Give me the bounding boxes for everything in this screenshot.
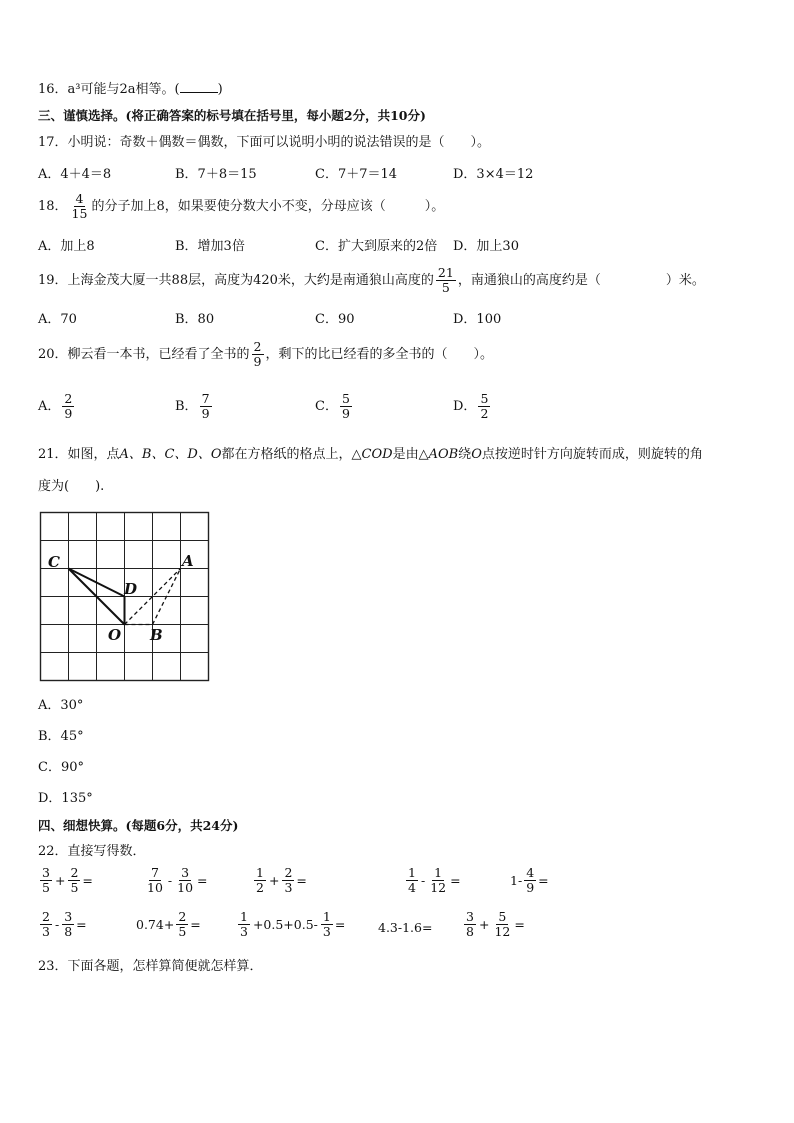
calc-item: $\frac{3}{5}$ + $\frac{2}{5}$ =: [42, 865, 93, 895]
q20-prefix: 20．柳云看一本书，已经看了全书的: [38, 346, 250, 362]
fraction: $\frac{2}{5}$: [70, 865, 79, 895]
label-d: D: [124, 580, 138, 598]
equals-sign: =: [421, 920, 433, 935]
equals-sign: =: [450, 873, 461, 888]
fraction: $\frac{1}{12}$: [430, 865, 447, 895]
q20-suffix: ，剩下的比已经看的多全书的（ ）。: [265, 346, 494, 362]
q18-option-a: A．加上8: [38, 239, 95, 254]
calc-item: $\frac{1}{3}$ +0.5+0.5- $\frac{1}{3}$ =: [240, 909, 346, 939]
question-16-text: 16．a³可能与2a相等。(: [38, 82, 180, 97]
q21-triangle-aob: AOB: [428, 447, 459, 462]
q19-option-a: A．70: [38, 312, 77, 327]
question-23-stem: 23．下面各题，怎样算简便就怎样算．: [38, 959, 263, 974]
q19-suffix: ，南通狼山的高度约是（ ）米。: [457, 272, 705, 288]
q21-option-d: D．135°: [38, 791, 93, 806]
section-4-title: 四、细想快算。(每题6分，共24分): [38, 818, 239, 833]
q21-triangle-cod: COD: [361, 447, 393, 462]
q18-option-d: D．加上30: [453, 239, 519, 254]
q21-option-a: A．30°: [38, 698, 84, 713]
q20-option-c: [315, 392, 354, 421]
q20-option-a-frac: [62, 392, 74, 421]
fraction: $\frac{1}{2}$: [256, 865, 264, 895]
equals-sign: =: [76, 917, 87, 932]
fraction: $\frac{7}{10}$: [147, 865, 163, 895]
question-18-stem: [38, 192, 444, 221]
equals-sign: =: [538, 873, 549, 888]
frac-den: 9: [64, 406, 73, 421]
fraction: $\frac{3}{8}$: [64, 909, 73, 939]
calc-item: 1- $\frac{4}{9}$ =: [510, 865, 549, 895]
q18-prefix: 18．: [38, 198, 68, 214]
q21-text: 都在方格纸的格点上，△: [221, 447, 362, 462]
fraction: $\frac{3}{8}$: [466, 909, 474, 939]
q19-option-d: D．100: [453, 312, 502, 327]
q20-fraction: [252, 340, 264, 369]
q20-option-c-frac: [340, 392, 352, 421]
rotation-grid-figure: [38, 510, 213, 682]
calc-item: $\frac{2}{3}$ - $\frac{3}{8}$ =: [42, 909, 87, 939]
q17-option-b: B．7＋8＝15: [175, 167, 257, 182]
q21-text: 是由△: [392, 447, 429, 462]
q19-option-b: B．80: [175, 312, 215, 327]
fraction: $\frac{2}{3}$: [42, 909, 50, 939]
q21-points: A、B、C、D、O: [119, 447, 222, 462]
q18-option-b: B．增加3倍: [175, 239, 245, 254]
question-20-stem: [38, 340, 493, 369]
q20-option-b-frac: [200, 392, 212, 421]
q20-frac-num: 2: [253, 339, 262, 354]
frac-den: 9: [201, 406, 210, 421]
q21-option-c: C．90°: [38, 760, 84, 775]
q20-option-a-label: A．: [38, 398, 61, 414]
q20-option-d-frac: [478, 392, 490, 421]
q17-option-c: C．7＋7＝14: [315, 167, 398, 182]
q21-text: 21．如图，点: [38, 447, 120, 462]
equals-sign: =: [197, 873, 208, 888]
question-16: [38, 80, 223, 99]
q20-option-b-label: B．: [175, 398, 198, 414]
q18-option-c: C．扩大到原来的2倍: [315, 239, 438, 254]
equals-sign: =: [514, 917, 525, 932]
calc-item: 0.74+ $\frac{2}{5}$ =: [136, 909, 201, 939]
q21-text: 点按逆时针方向旋转而成，则旋转的角: [481, 447, 703, 462]
equals-sign: =: [190, 917, 201, 932]
q19-frac-num: 21: [437, 265, 454, 280]
q18-frac-den: 15: [71, 206, 88, 221]
q18-suffix: 的分子加上8，如果要使分数大小不变，分母应该（ ）。: [91, 198, 445, 214]
question-19-stem: [38, 266, 705, 295]
fraction: $\frac{1}{3}$: [240, 909, 248, 939]
calc-item: $\frac{3}{8}$ + $\frac{5}{12}$ =: [466, 909, 525, 939]
calc-item: 4.3-1.6 =: [378, 920, 433, 935]
label-a: A: [182, 552, 194, 570]
calc-item: $\frac{1}{4}$ - $\frac{1}{12}$ =: [408, 865, 461, 895]
fraction: $\frac{1}{4}$: [408, 865, 416, 895]
fraction: $\frac{3}{5}$: [42, 865, 50, 895]
equals-sign: =: [334, 917, 346, 932]
q21-text: 绕: [458, 447, 472, 462]
frac-num: 7: [201, 391, 210, 406]
q19-prefix: 19．上海金茂大厦一共88层，高度为420米，大约是南通狼山高度的: [38, 272, 434, 288]
section-3-title: 三、谨慎选择。(将正确答案的标号填在括号里，每小题2分，共10分): [38, 108, 426, 123]
q19-frac-den: 5: [441, 280, 450, 295]
q20-option-b: [175, 392, 214, 421]
q20-option-d: [453, 392, 492, 421]
q19-option-c: C．90: [315, 312, 355, 327]
fraction: $\frac{1}{3}$: [322, 909, 331, 939]
label-b: B: [150, 626, 163, 644]
equals-sign: =: [82, 873, 93, 888]
q20-option-d-label: D．: [453, 398, 477, 414]
calc-item: $\frac{7}{10}$ - $\frac{3}{10}$ =: [147, 865, 208, 895]
frac-den: 9: [341, 406, 350, 421]
answer-blank: [180, 80, 218, 93]
q21-option-b: B．45°: [38, 729, 84, 744]
q21-point-o: O: [471, 447, 482, 462]
frac-num: 5: [341, 391, 350, 406]
q20-option-a: [38, 392, 76, 421]
frac-num: 5: [480, 391, 489, 406]
equals-sign: =: [296, 873, 307, 888]
calc-item: $\frac{1}{2}$ + $\frac{2}{3}$ =: [256, 865, 307, 895]
frac-den: 2: [480, 406, 489, 421]
fraction: $\frac{4}{9}$: [526, 865, 535, 895]
fraction: $\frac{2}{3}$: [284, 865, 293, 895]
q18-fraction: [70, 192, 90, 221]
fraction: $\frac{3}{10}$: [177, 865, 194, 895]
q19-fraction: [436, 266, 456, 295]
q20-option-c-label: C．: [315, 398, 338, 414]
question-17-stem: 17．小明说：奇数＋偶数＝偶数，下面可以说明小明的说法错误的是（ ）。: [38, 135, 491, 150]
question-21-line1: [38, 446, 703, 464]
q17-option-d: D．3×4＝12: [453, 167, 534, 182]
frac-num: 2: [64, 391, 73, 406]
q17-option-a: A．4＋4＝8: [38, 167, 112, 182]
label-o: O: [108, 626, 122, 644]
q20-frac-den: 9: [253, 354, 262, 369]
label-c: C: [48, 553, 60, 571]
question-21-line2: 度为( ).: [38, 479, 105, 494]
question-16-tail: ): [217, 82, 223, 97]
fraction: $\frac{5}{12}$: [494, 909, 511, 939]
fraction: $\frac{2}{5}$: [178, 909, 187, 939]
question-22-stem: 22．直接写得数．: [38, 844, 146, 859]
q18-frac-num: 4: [75, 191, 84, 206]
